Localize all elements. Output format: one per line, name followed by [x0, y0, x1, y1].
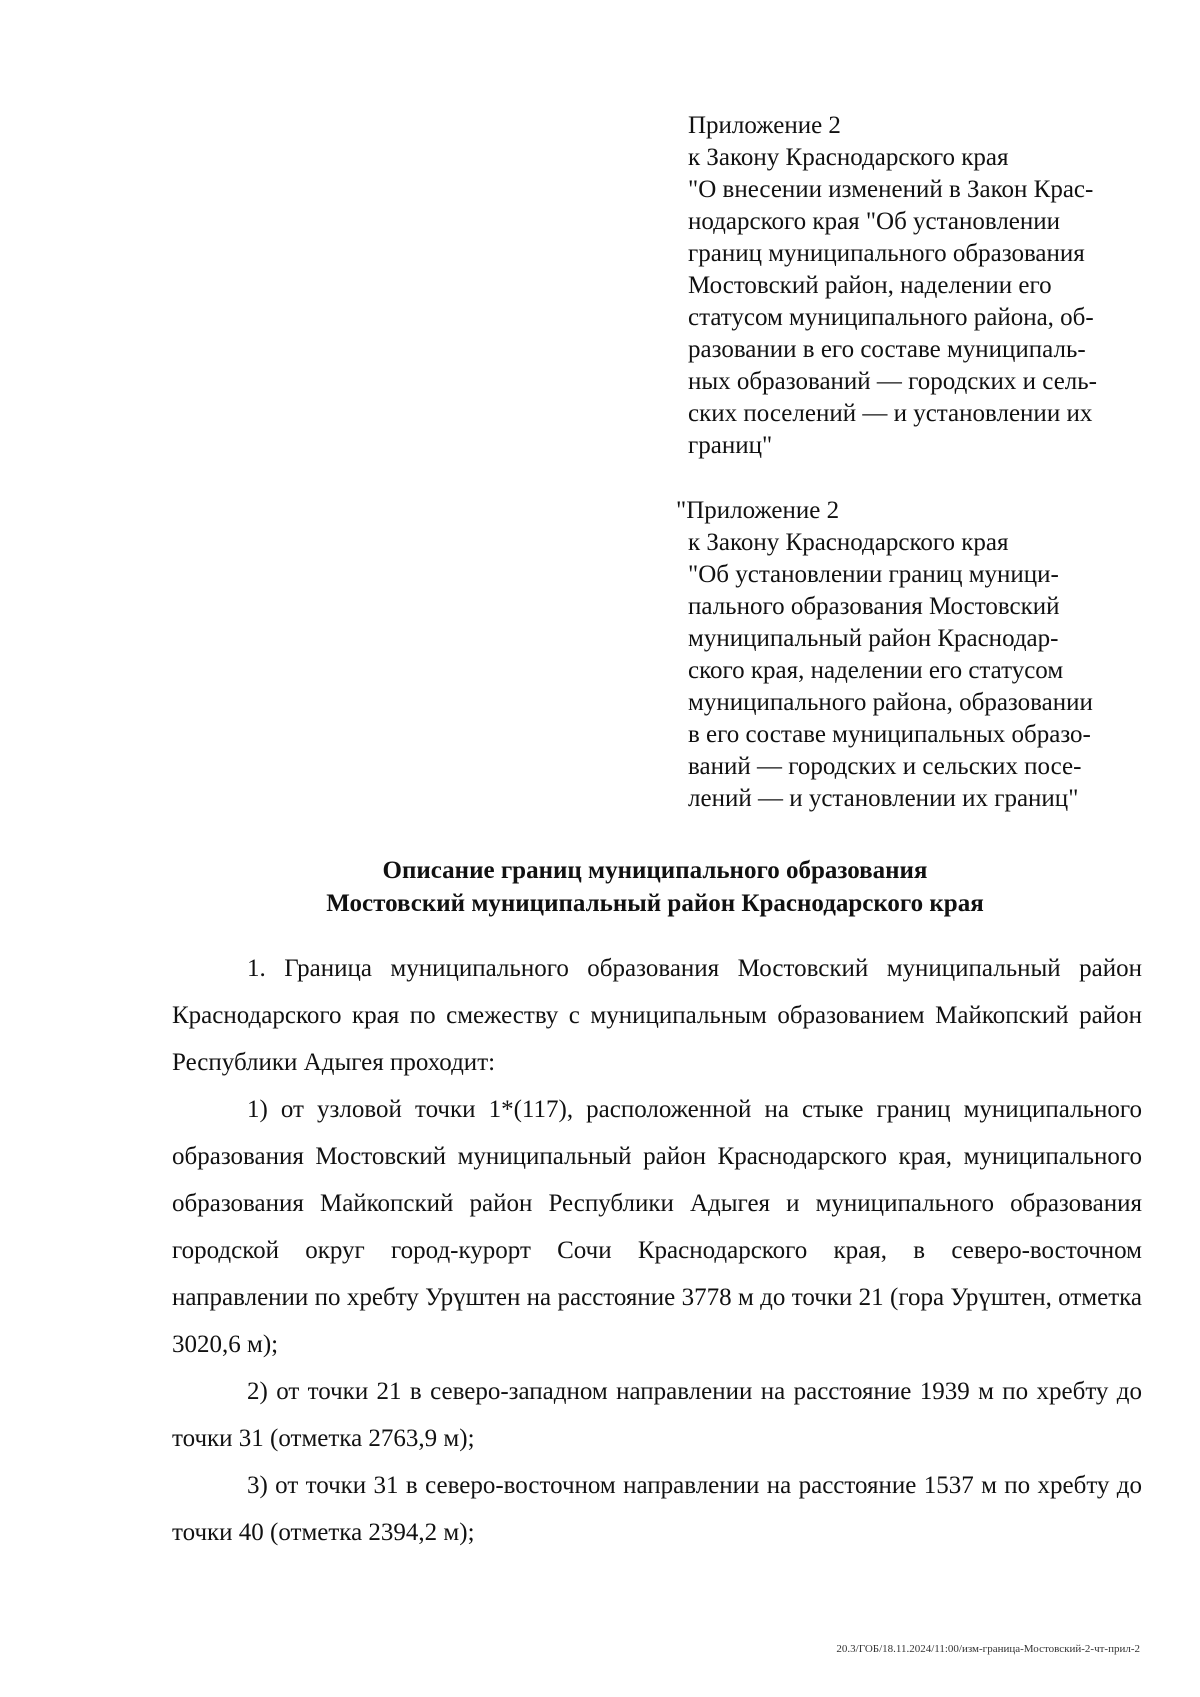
body-paragraph: 1) от узловой точки 1*(117), расположенной на стыке границ муниципального образования Мостовский муниципальный район Краснодарского края, муниципального образования Майкопский район Республики Адыгея и муниципального образования городской округ город-курорт Сочи Краснодарского края, в северо-восточном направлении по хребту Урүштен на расстояние 3778 м до точки 21 (гора Урүштен, отметка 3020,6 м); — [172, 1096, 1142, 1358]
appendix-line: границ" — [688, 432, 773, 459]
appendix-line: к Закону Краснодарского края — [688, 529, 1009, 556]
appendix-line: статусом муниципального района, об- — [688, 304, 1094, 331]
appendix-line: к Закону Краснодарского края — [688, 144, 1009, 171]
appendix-line: разовании в его составе муниципаль- — [688, 336, 1086, 363]
body-paragraph: 2) от точки 21 в северо-западном направлении на расстояние 1939 м по хребту до точки 31 (отметка 2763,9 м); — [172, 1378, 1142, 1452]
body-paragraph: 1. Граница муниципального образования Мостовский муниципальный район Краснодарского края по смежеству с муниципальным образованием Майкопский район Республики Адыгея проходит: — [172, 955, 1142, 1076]
appendix-line: Приложение 2 — [688, 112, 841, 139]
appendix-line: границ муниципального образования — [688, 240, 1085, 267]
appendix-line: "Об установлении границ муници- — [688, 561, 1059, 588]
document-body — [172, 945, 1142, 1556]
appendix-line: ского края, наделении его статусом — [688, 657, 1064, 684]
appendix-line: "О внесении изменений в Закон Крас- — [688, 176, 1094, 203]
appendix-line: нодарского края "Об установлении — [688, 208, 1061, 235]
body-paragraph: 3) от точки 31 в северо-восточном направлении на расстояние 1537 м по хребту до точки 40 (отметка 2394,2 м); — [172, 1472, 1142, 1546]
appendix-line: лений — и установлении их границ" — [688, 785, 1079, 812]
appendix-header-quoted — [676, 495, 1143, 815]
footer-document-code: 20.3/ГОБ/18.11.2024/11:00/изм-граница-Мостовский-2-чт-прил-2 — [836, 1643, 1140, 1655]
appendix-header-current — [688, 110, 1143, 462]
document-title-line-1: Описание границ муниципального образования — [382, 857, 928, 884]
appendix-line: ских поселений — и установлении их — [688, 400, 1093, 427]
document-title — [170, 854, 1140, 920]
document-title-line-2: Мостовский муниципальный район Краснодарского края — [326, 890, 984, 917]
appendix-line: ных образований — городских и сель- — [688, 368, 1098, 395]
appendix-line: муниципального района, образовании — [688, 689, 1093, 716]
appendix-line: в его составе муниципальных образо- — [688, 721, 1091, 748]
appendix-line: муниципальный район Краснодар- — [688, 625, 1059, 652]
appendix-line: ваний — городских и сельских посе- — [688, 753, 1082, 780]
appendix-line: Мостовский район, наделении его — [688, 272, 1052, 299]
appendix-line: пального образования Мостовский — [688, 593, 1060, 620]
appendix-line: "Приложение 2 — [676, 497, 840, 524]
